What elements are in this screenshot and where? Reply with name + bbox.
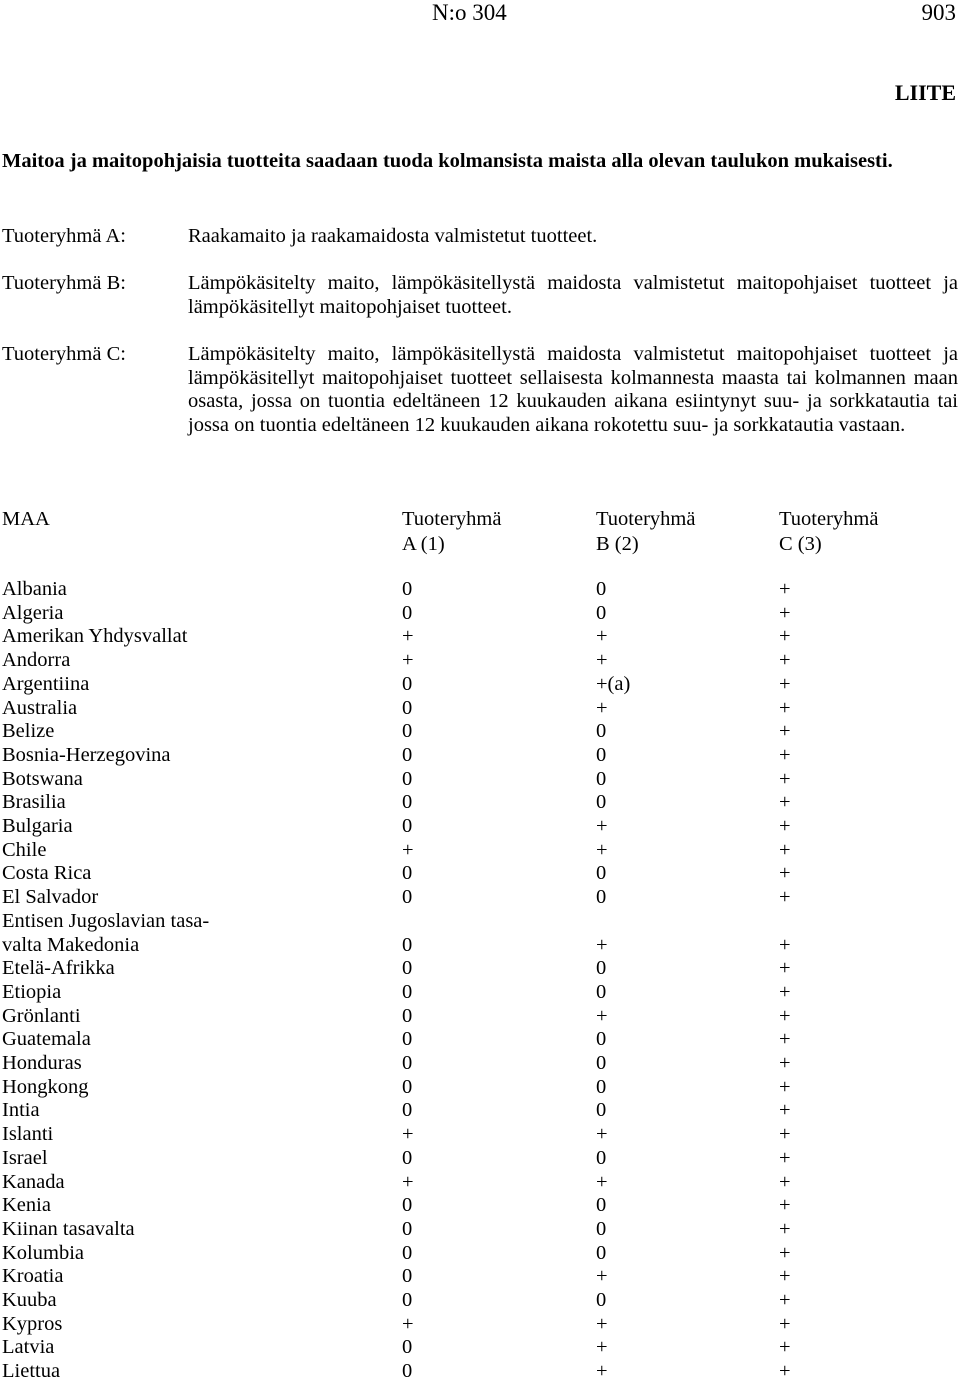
group-b-cell: + bbox=[596, 649, 608, 672]
table-row bbox=[0, 910, 960, 934]
group-b-label: Tuoteryhmä B: bbox=[2, 272, 126, 294]
group-c-cell: + bbox=[779, 1075, 791, 1098]
country-name: Intia bbox=[2, 1099, 40, 1122]
group-b-cell: 0 bbox=[596, 957, 607, 980]
group-b-cell: + bbox=[596, 1004, 608, 1027]
group-a-cell: 0 bbox=[402, 1336, 413, 1359]
country-name: valta Makedonia bbox=[2, 933, 140, 956]
intro-paragraph: Maitoa ja maitopohjaisia tuotteita saadaan tuoda kolmansista maista alla olevan taulukon mukaisesti. bbox=[2, 150, 893, 172]
group-a-cell: 0 bbox=[402, 1146, 413, 1169]
country-name: Bulgaria bbox=[2, 815, 73, 837]
country-name: Andorra bbox=[2, 649, 71, 672]
group-a-cell: + bbox=[402, 1123, 414, 1146]
country-name: Chile bbox=[2, 838, 47, 861]
column-header-b-line2: B (2) bbox=[596, 533, 639, 555]
table-row bbox=[0, 1171, 960, 1195]
group-a-cell: 0 bbox=[402, 1265, 413, 1288]
issue-number: N:o 304 bbox=[432, 0, 507, 25]
group-a-cell: 0 bbox=[402, 720, 413, 743]
group-b-cell: 0 bbox=[596, 1241, 607, 1264]
group-b-cell: + bbox=[596, 815, 608, 837]
group-b-cell: 0 bbox=[596, 601, 607, 624]
annex-heading: LIITE bbox=[894, 80, 956, 105]
group-a-cell: 0 bbox=[402, 578, 413, 600]
table-row bbox=[0, 1336, 960, 1360]
group-c-cell: + bbox=[779, 1170, 791, 1193]
group-a-cell: 0 bbox=[402, 980, 413, 1003]
group-c-cell: + bbox=[779, 791, 791, 814]
group-c-cell: + bbox=[779, 1028, 791, 1051]
group-c-cell: + bbox=[779, 625, 791, 648]
group-b-cell: + bbox=[596, 1312, 608, 1335]
table-row bbox=[0, 1313, 960, 1337]
country-name: Bosnia-Herzegovina bbox=[2, 743, 171, 766]
group-b-cell: 0 bbox=[596, 1028, 607, 1051]
group-b-cell: 0 bbox=[596, 578, 607, 600]
group-b-cell: + bbox=[596, 838, 608, 861]
table-row bbox=[0, 957, 960, 981]
group-b-cell: + bbox=[596, 625, 608, 648]
table-row bbox=[0, 625, 960, 649]
country-name: Etiopia bbox=[2, 980, 62, 1003]
group-a-cell: 0 bbox=[402, 886, 413, 909]
group-b-cell: 0 bbox=[596, 743, 607, 766]
group-a-cell: 0 bbox=[402, 672, 413, 695]
group-b-cell: 0 bbox=[596, 767, 607, 790]
group-c-cell: + bbox=[779, 1099, 791, 1122]
table-row bbox=[0, 673, 960, 697]
group-b-cell: 0 bbox=[596, 1194, 607, 1217]
group-c-cell: + bbox=[779, 767, 791, 790]
group-c-cell: + bbox=[779, 1052, 791, 1074]
group-b-cell: 0 bbox=[596, 862, 607, 885]
group-c-cell: + bbox=[779, 672, 791, 695]
group-c-cell: + bbox=[779, 1004, 791, 1027]
table-row bbox=[0, 791, 960, 815]
group-a-cell: 0 bbox=[402, 862, 413, 885]
country-name: Liettua bbox=[2, 1360, 61, 1383]
group-b-cell: + bbox=[596, 1336, 608, 1359]
group-a-cell: 0 bbox=[402, 957, 413, 980]
country-name: Kiinan tasavalta bbox=[2, 1217, 135, 1240]
group-a-cell: 0 bbox=[402, 1194, 413, 1217]
table-row bbox=[0, 1265, 960, 1289]
country-name: Guatemala bbox=[2, 1028, 91, 1051]
group-a-cell: 0 bbox=[402, 933, 413, 956]
group-c-cell: + bbox=[779, 649, 791, 672]
group-b-cell: + bbox=[596, 1123, 608, 1146]
group-c-cell: + bbox=[779, 1146, 791, 1169]
group-a-cell: 0 bbox=[402, 1028, 413, 1051]
group-a-cell: 0 bbox=[402, 743, 413, 766]
group-c-description: Lämpökäsitelty maito, lämpökäsitellystä maidosta valmistetut maitopohjaiset tuotteet ja lämpökäsitellyt maitopohjaiset tuotteet sellaisesta kolmannesta maasta tai kolmannen maan osasta, jossa on tuontia edeltäneen 12 kuukauden aikana esiintynyt suu- ja sorkkatautia tai jossa on tuontia edeltäneen 12 kuukauden aikana rokotettu suu- ja sorkkatautia vastaan. bbox=[188, 343, 958, 436]
group-a-cell: 0 bbox=[402, 791, 413, 814]
group-c-cell: + bbox=[779, 1265, 791, 1288]
group-a-cell: 0 bbox=[402, 1052, 413, 1074]
country-name: Israel bbox=[2, 1146, 48, 1169]
table-row bbox=[0, 1242, 960, 1266]
table-row bbox=[0, 1052, 960, 1076]
group-c-cell: + bbox=[779, 815, 791, 837]
country-name: Etelä-Afrikka bbox=[2, 957, 115, 980]
column-header-a-line2: A (1) bbox=[402, 533, 445, 555]
group-b-cell: +(a) bbox=[596, 672, 631, 695]
group-b-cell: 0 bbox=[596, 1075, 607, 1098]
country-name: Grönlanti bbox=[2, 1004, 81, 1027]
country-name: Kuuba bbox=[2, 1289, 57, 1311]
group-c-cell: + bbox=[779, 980, 791, 1003]
table-row bbox=[0, 1194, 960, 1218]
group-a-cell: 0 bbox=[402, 696, 413, 719]
table-row bbox=[0, 1099, 960, 1123]
table-row bbox=[0, 720, 960, 744]
group-a-cell: 0 bbox=[402, 1289, 413, 1311]
group-a-description: Raakamaito ja raakamaidosta valmistetut tuotteet. bbox=[188, 225, 598, 247]
country-name: Honduras bbox=[2, 1052, 82, 1074]
table-row bbox=[0, 1076, 960, 1100]
group-a-cell: 0 bbox=[402, 1360, 413, 1383]
table-row bbox=[0, 934, 960, 958]
table-row bbox=[0, 649, 960, 673]
table-row bbox=[0, 1005, 960, 1029]
column-header-c-line1: Tuoteryhmä bbox=[779, 508, 879, 530]
group-a-cell: 0 bbox=[402, 815, 413, 837]
group-a-cell: + bbox=[402, 649, 414, 672]
group-b-cell: + bbox=[596, 1265, 608, 1288]
country-name: Albania bbox=[2, 578, 67, 600]
country-name: Costa Rica bbox=[2, 862, 92, 885]
country-name: Kroatia bbox=[2, 1265, 64, 1288]
table-row bbox=[0, 1218, 960, 1242]
country-name: Brasilia bbox=[2, 791, 66, 814]
country-name: El Salvador bbox=[2, 886, 99, 909]
group-c-cell: + bbox=[779, 743, 791, 766]
table-row bbox=[0, 886, 960, 910]
column-header-a bbox=[402, 507, 501, 557]
group-a-cell: + bbox=[402, 838, 414, 861]
column-header-b-line1: Tuoteryhmä bbox=[596, 508, 696, 530]
group-b-cell: 0 bbox=[596, 1217, 607, 1240]
group-c-cell: + bbox=[779, 838, 791, 861]
group-a-label: Tuoteryhmä A: bbox=[2, 225, 126, 247]
group-a-cell: 0 bbox=[402, 1099, 413, 1122]
country-name: Kanada bbox=[2, 1170, 65, 1193]
table-row bbox=[0, 1147, 960, 1171]
table-row bbox=[0, 1360, 960, 1384]
group-c-cell: + bbox=[779, 1123, 791, 1146]
table-row bbox=[0, 981, 960, 1005]
table-row bbox=[0, 862, 960, 886]
table-row bbox=[0, 697, 960, 721]
table-row bbox=[0, 815, 960, 839]
country-name: Kypros bbox=[2, 1312, 63, 1335]
group-c-cell: + bbox=[779, 957, 791, 980]
column-header-c bbox=[779, 507, 878, 557]
group-a-cell: 0 bbox=[402, 1075, 413, 1098]
country-name: Belize bbox=[2, 720, 55, 743]
page-number: 903 bbox=[921, 0, 956, 25]
country-name: Kolumbia bbox=[2, 1241, 84, 1264]
country-name: Kenia bbox=[2, 1194, 51, 1217]
table-row bbox=[0, 602, 960, 626]
group-c-cell: + bbox=[779, 1289, 791, 1311]
group-c-cell: + bbox=[779, 696, 791, 719]
group-b-description: Lämpökäsitelty maito, lämpökäsitellystä maidosta valmistetut maitopohjaiset tuotteet ja lämpökäsitellyt maitopohjaiset tuotteet. bbox=[188, 272, 958, 318]
table-row bbox=[0, 744, 960, 768]
country-name: Algeria bbox=[2, 601, 64, 624]
country-name: Latvia bbox=[2, 1336, 55, 1359]
group-b-cell: + bbox=[596, 1360, 608, 1383]
country-name: Entisen Jugoslavian tasa- bbox=[2, 909, 210, 932]
group-a-cell: + bbox=[402, 1312, 414, 1335]
group-a-cell: + bbox=[402, 1170, 414, 1193]
country-name: Botswana bbox=[2, 767, 83, 790]
table-row bbox=[0, 1123, 960, 1147]
group-c-cell: + bbox=[779, 1360, 791, 1383]
group-c-cell: + bbox=[779, 1241, 791, 1264]
table-row bbox=[0, 839, 960, 863]
group-b-cell: 0 bbox=[596, 720, 607, 743]
group-a-cell: 0 bbox=[402, 1004, 413, 1027]
column-header-country: MAA bbox=[2, 508, 50, 530]
group-b-cell: + bbox=[596, 933, 608, 956]
country-name: Australia bbox=[2, 696, 78, 719]
table-row bbox=[0, 1028, 960, 1052]
group-c-cell: + bbox=[779, 862, 791, 885]
country-name: Amerikan Yhdysvallat bbox=[2, 625, 188, 648]
group-b-cell: 0 bbox=[596, 1146, 607, 1169]
group-b-cell: + bbox=[596, 1170, 608, 1193]
group-c-cell: + bbox=[779, 1217, 791, 1240]
group-c-cell: + bbox=[779, 933, 791, 956]
group-b-cell: 0 bbox=[596, 886, 607, 909]
group-a-cell: 0 bbox=[402, 1241, 413, 1264]
column-header-b bbox=[596, 507, 695, 557]
group-c-cell: + bbox=[779, 1312, 791, 1335]
group-c-cell: + bbox=[779, 1194, 791, 1217]
group-b-cell: + bbox=[596, 696, 608, 719]
group-c-cell: + bbox=[779, 578, 791, 600]
column-header-c-line2: C (3) bbox=[779, 533, 822, 555]
group-b-cell: 0 bbox=[596, 1289, 607, 1311]
country-name: Islanti bbox=[2, 1123, 54, 1146]
group-a-cell: 0 bbox=[402, 601, 413, 624]
column-header-a-line1: Tuoteryhmä bbox=[402, 508, 502, 530]
group-c-cell: + bbox=[779, 601, 791, 624]
group-b-cell: 0 bbox=[596, 1052, 607, 1074]
table-row bbox=[0, 578, 960, 602]
group-c-label: Tuoteryhmä C: bbox=[2, 343, 126, 365]
group-c-cell: + bbox=[779, 720, 791, 743]
group-c-cell: + bbox=[779, 1336, 791, 1359]
group-b-cell: 0 bbox=[596, 980, 607, 1003]
group-c-cell: + bbox=[779, 886, 791, 909]
table-row bbox=[0, 768, 960, 792]
table-row bbox=[0, 1289, 960, 1313]
group-a-cell: 0 bbox=[402, 767, 413, 790]
group-b-cell: 0 bbox=[596, 1099, 607, 1122]
group-a-cell: 0 bbox=[402, 1217, 413, 1240]
country-name: Hongkong bbox=[2, 1075, 89, 1098]
country-name: Argentiina bbox=[2, 672, 90, 695]
group-b-cell: 0 bbox=[596, 791, 607, 814]
group-a-cell: + bbox=[402, 625, 414, 648]
